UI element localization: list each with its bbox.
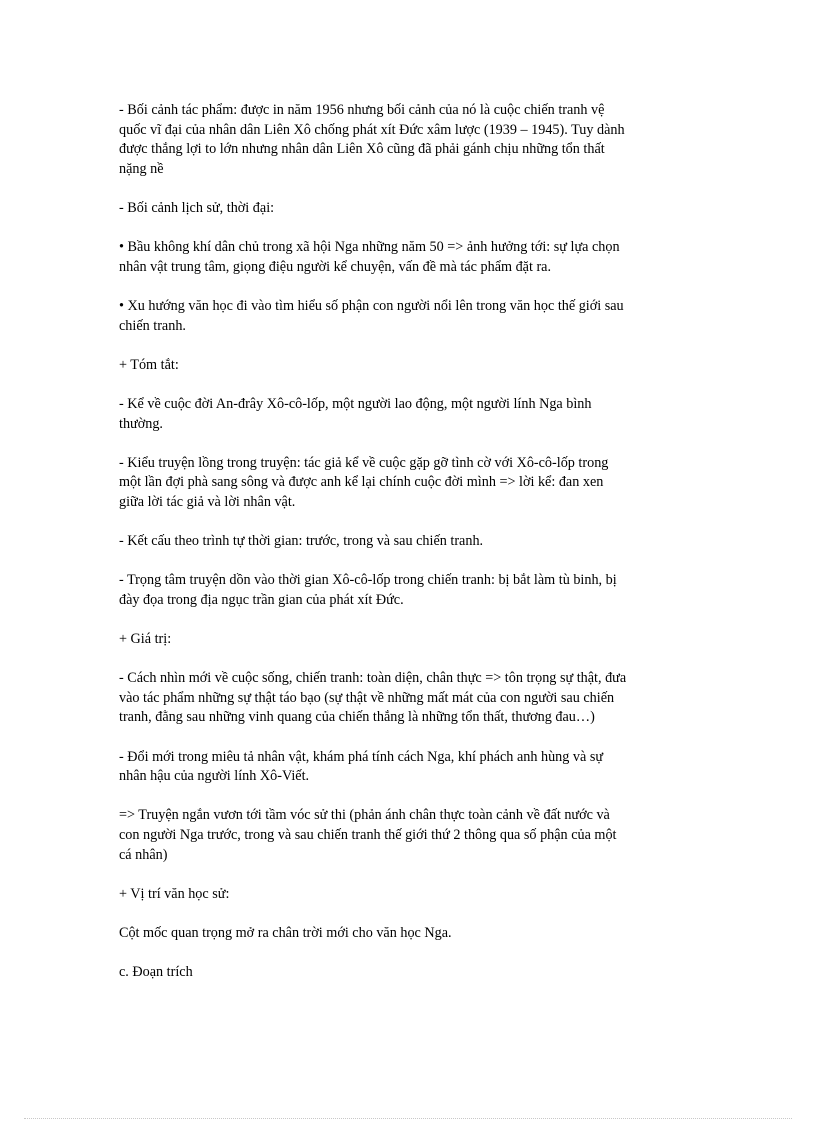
paragraph-new-view: - Cách nhìn mới về cuộc sống, chiến tranh: toàn diện, chân thực => tôn trọng sự thật, đưa vào tác phẩm những sự thật táo bạo (sự thật về những mất mát của con người sau chiến tranh, đằng sau những vinh quang của chiến thắng là những tổn thất, thương đau…)	[119, 670, 627, 726]
paragraph-epic-stature: => Truyện ngắn vươn tới tầm vóc sử thi (phản ánh chân thực toàn cảnh về đất nước và con người Nga trước, trong và sau chiến tranh thế giới thứ 2 thông qua số phận của một cá nhân)	[119, 807, 617, 863]
paragraph-democratic-atmosphere: • Bầu không khí dân chủ trong xã hội Nga những năm 50 => ảnh hưởng tới: sự lựa chọn nhân vật trung tâm, giọng điệu người kể chuyện, vấn đề mà tác phẩm đặt ra.	[119, 239, 620, 275]
page-bottom-divider	[24, 1118, 792, 1119]
paragraph-historical-context: - Bối cảnh lịch sử, thời đại:	[119, 199, 275, 216]
document-body	[119, 101, 699, 1002]
paragraph-literary-trend: • Xu hướng văn học đi vào tìm hiểu số phận con người nổi lên trong văn học thế giới sau chiến tranh.	[119, 297, 624, 334]
paragraph-focus: - Trọng tâm truyện dồn vào thời gian Xô-cô-lốp trong chiến tranh: bị bắt làm tù binh, bị đày đọa trong địa ngục trần gian của phát xít Đức.	[119, 572, 617, 608]
paragraph-character-innovation: - Đổi mới trong miêu tả nhân vật, khám phá tính cách Nga, khí phách anh hùng và sự nhân hậu của người lính Xô-Viết.	[119, 748, 604, 785]
heading-summary: + Tóm tắt:	[119, 356, 179, 373]
heading-excerpt: c. Đoạn trích	[119, 964, 193, 981]
heading-literary-position: + Vị trí văn học sử:	[119, 885, 230, 902]
paragraph-life-story: - Kể về cuộc đời An-đrây Xô-cô-lốp, một người lao động, một người lính Nga bình thường.	[119, 395, 592, 432]
heading-value: + Giá trị:	[119, 631, 172, 648]
paragraph-milestone: Cột mốc quan trọng mở ra chân trời mới cho văn học Nga.	[119, 924, 452, 941]
paragraph-structure: - Kết cấu theo trình tự thời gian: trước, trong và sau chiến tranh.	[119, 533, 484, 550]
paragraph-context-of-work: - Bối cảnh tác phẩm: được in năm 1956 nhưng bối cảnh của nó là cuộc chiến tranh vệ quốc vĩ đại của nhân dân Liên Xô chống phát xít Đức xâm lược (1939 – 1945). Tuy dành được thắng lợi to lớn nhưng nhân dân Liên Xô cũng đã phải gánh chịu những tổn thất nặng nề	[119, 102, 625, 177]
paragraph-story-within-story: - Kiểu truyện lồng trong truyện: tác giả kể về cuộc gặp gỡ tình cờ với Xô-cô-lốp trong một lần đợi phà sang sông và được anh kể lại chính cuộc đời mình => lời kể: đan xen giữa lời tác giả và lời nhân vật.	[119, 454, 609, 510]
